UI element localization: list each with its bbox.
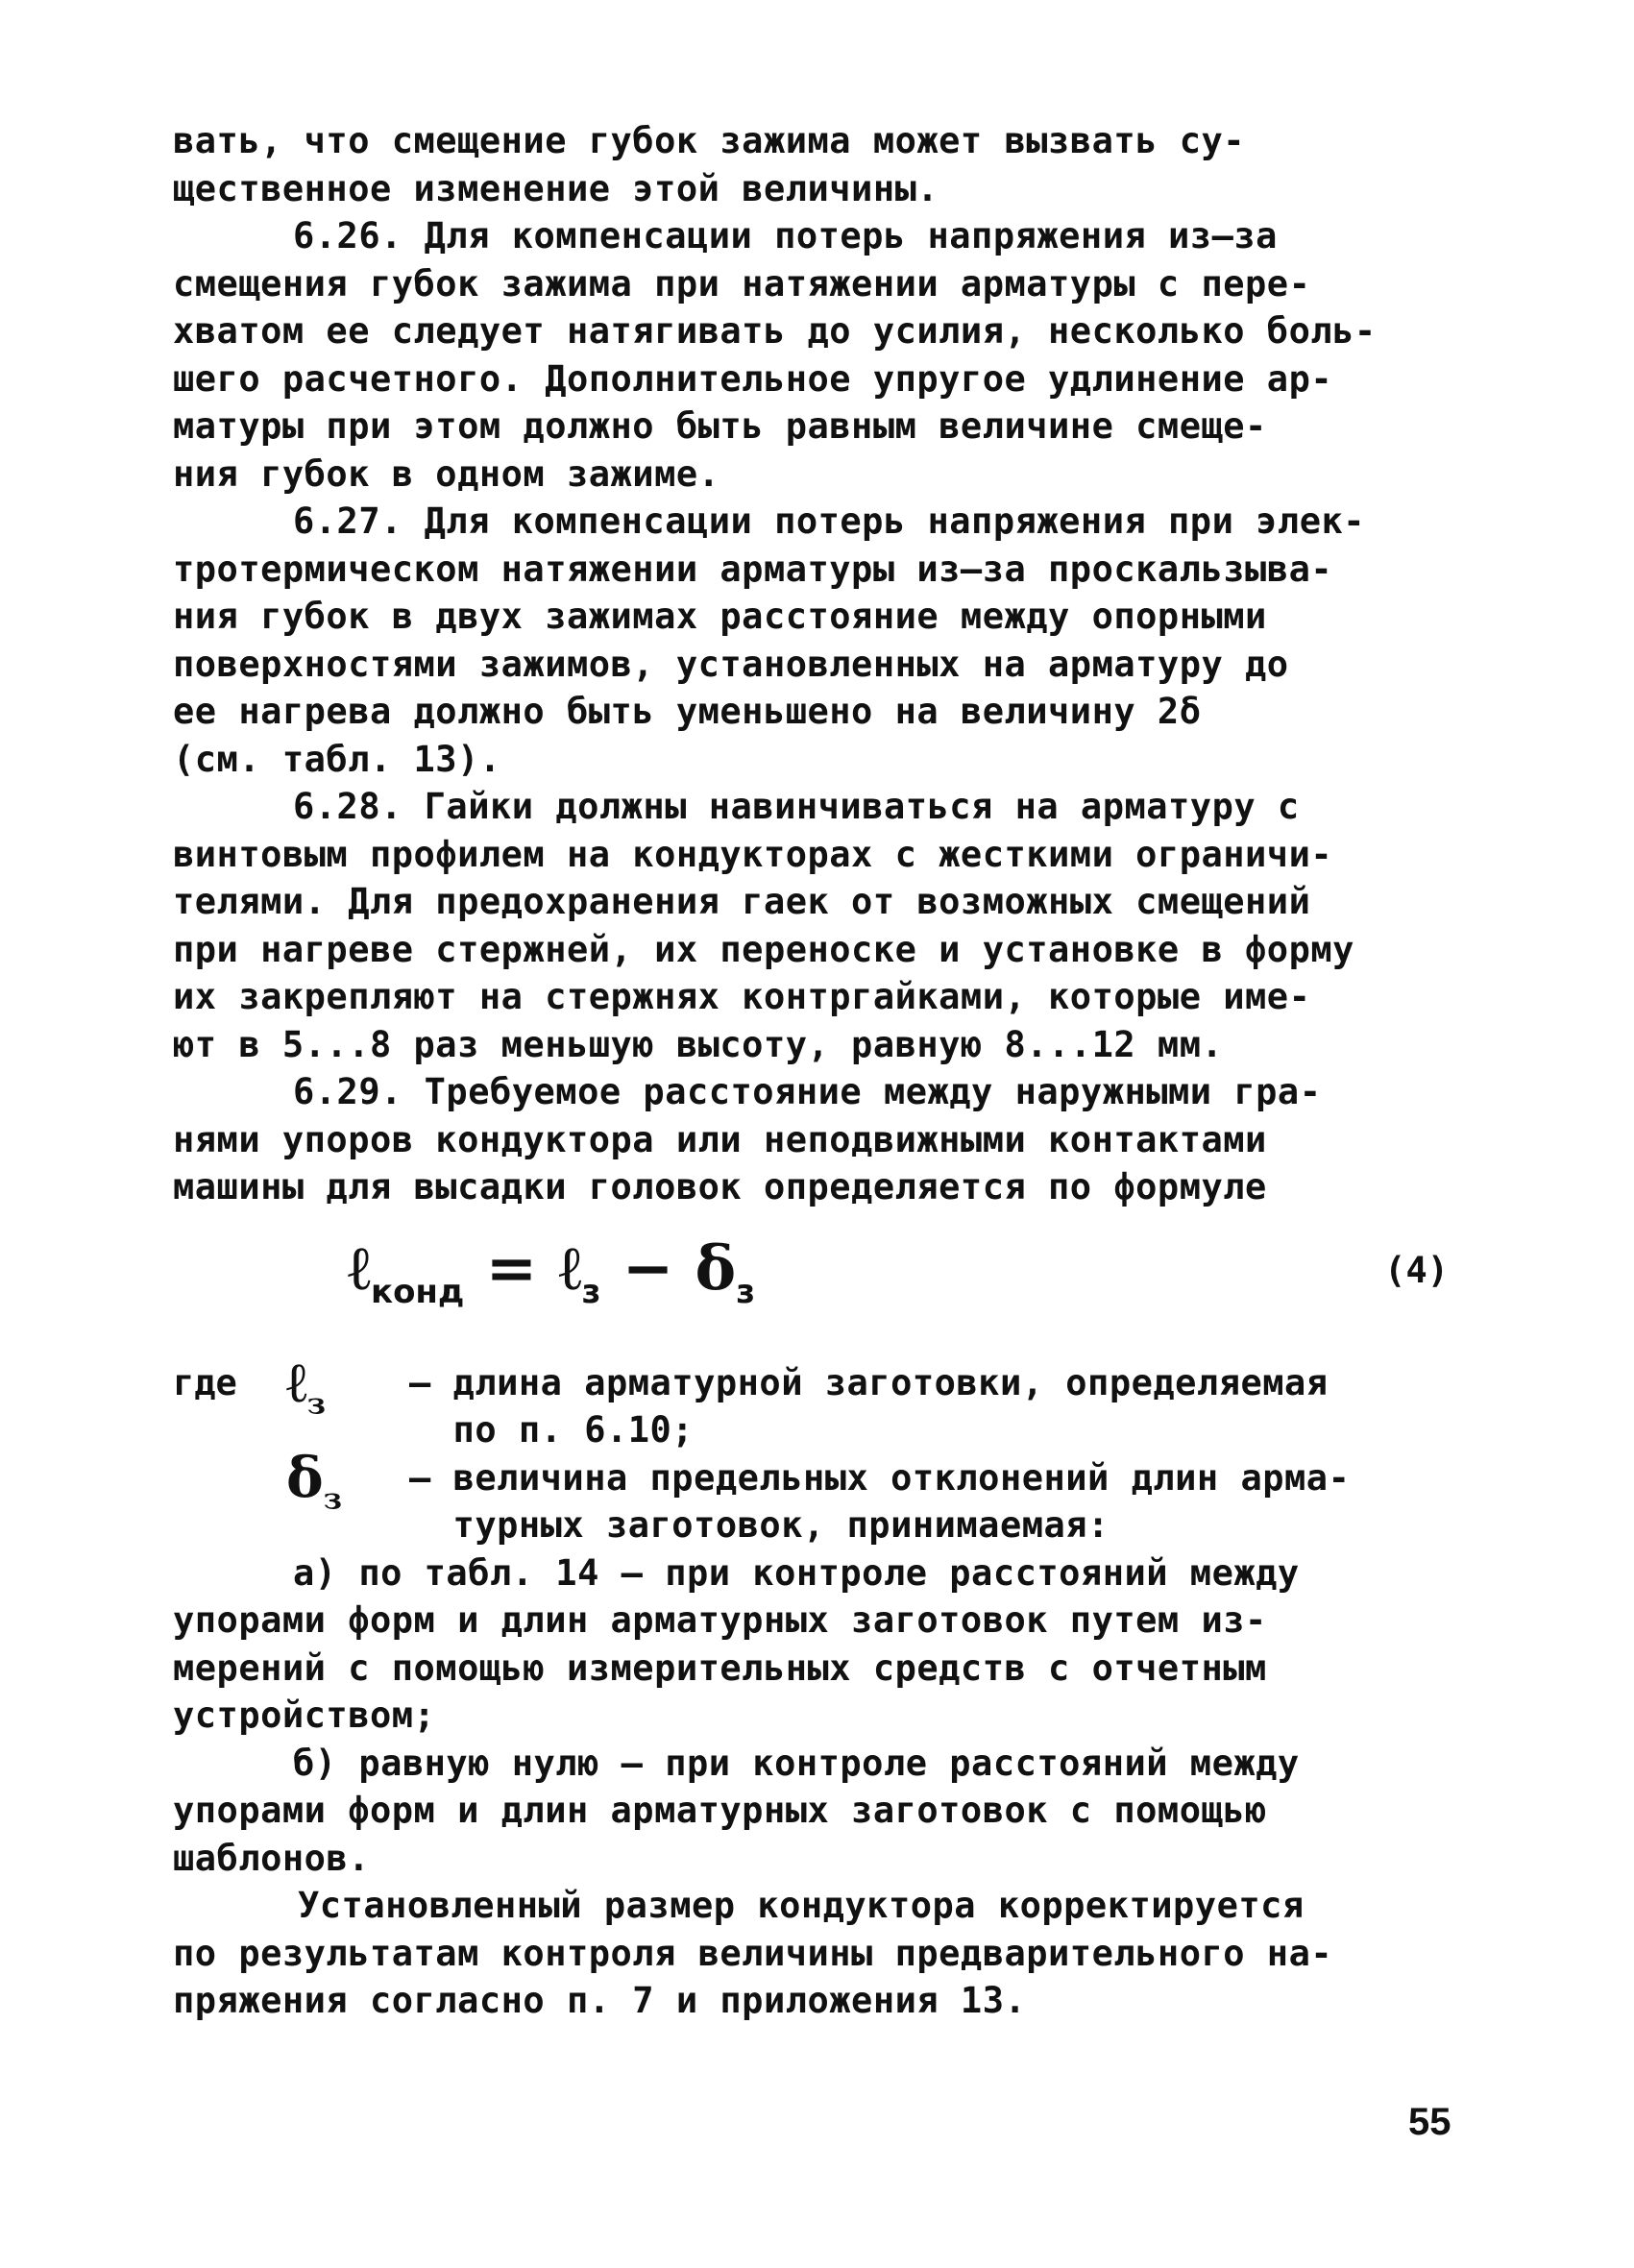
text-line: смещения губок зажима при натяжении арматуры с пере- [173,262,1311,305]
where-label: где [173,1361,237,1403]
text-line: матуры при этом должно быть равным величине смеще- [173,405,1267,447]
symbol-char: δ [286,1444,324,1510]
paragraph-6-27 [173,498,1451,783]
text-line: 6.26. Для компенсации потерь напряжения из–за [293,215,1278,256]
text-line: 6.27. Для компенсации потерь напряжения при элек- [293,500,1366,542]
formula-expression [348,1232,755,1311]
definition-symbol [286,1350,326,1422]
formula-term-deviation-subscript: з [736,1272,755,1311]
text-line: шаблонов. [173,1837,370,1879]
text-line: ния губок в одном зажиме. [173,452,720,495]
text-line: – длина арматурной заготовки, определяемая [409,1361,1329,1403]
text-line: 6.29. Требуемое расстояние между наружными гра- [293,1071,1322,1112]
text-line: по п. 6.10; [409,1409,695,1451]
text-line: вать, что смещение губок зажима может вызвать су- [173,120,1246,161]
definition-symbol [286,1445,342,1517]
paragraph-6-26 [173,212,1451,498]
text-line: турных заготовок, принимаемая: [409,1504,1110,1546]
definition-text [409,1454,1451,1549]
text-line: б) равную нулю – при контроле расстояний между [293,1742,1300,1784]
item-b [173,1740,1451,1883]
paragraph-6-28 [173,783,1451,1068]
paragraph-final [173,1882,1451,2025]
text-line: тротермическом натяжении арматуры из–за проскальзыва- [173,548,1333,590]
text-line: а) по табл. 14 – при контроле расстояний между [293,1551,1300,1594]
text-line: щественное изменение этой величины. [173,167,939,209]
formula-lhs: ℓ [348,1232,371,1305]
text-line: пряжения согласно п. 7 и приложения 13. [173,1980,1027,2021]
text-line: ют в 5...8 раз меньшую высоту, равную 8...12 мм. [173,1023,1224,1065]
text-line: машины для высадки головок определяется по формуле [173,1166,1267,1207]
paragraph-continuation [173,117,1451,212]
definition-length [173,1349,1451,1454]
item-a [173,1549,1451,1740]
definition-text [409,1359,1451,1454]
text-line: (см. табл. 13). [173,738,501,780]
text-line: устройством; [173,1695,436,1736]
definition-deviation [173,1444,1451,1549]
text-line: Установленный размер кондуктора корректируется [298,1885,1305,1926]
definitions [173,1349,1451,1549]
formula-equals: = [464,1232,559,1305]
text-line: телями. Для предохранения гаек от возможных смещений [173,881,1311,922]
text-line: упорами форм и длин арматурных заготовок путем из- [173,1599,1267,1641]
text-line: упорами форм и длин арматурных заготовок с помощью [173,1790,1267,1831]
formula-term-deviation: δ [695,1232,737,1305]
symbol-subscript: з [306,1387,326,1422]
symbol-subscript: з [323,1482,342,1517]
text-line: при нагреве стержней, их переноске и установке в форму [173,928,1354,970]
text-line: ния губок в двух зажимах расстояние между опорными [173,596,1267,637]
paragraph-6-29 [173,1068,1451,1211]
formula-minus: − [600,1232,695,1305]
page-number: 55 [1408,2101,1451,2143]
text-line: хватом ее следует натягивать до усилия, несколько боль- [173,310,1377,352]
formula-term-length: ℓ [558,1232,582,1305]
symbol-char: ℓ [286,1349,307,1415]
text-line: по результатам контроля величины предварительного на- [173,1932,1333,1974]
formula-4 [173,1215,1451,1359]
text-line: их закрепляют на стержнях контргайками, которые име- [173,976,1311,1017]
text-line: винтовым профилем на кондукторах с жесткими ограничи- [173,833,1333,875]
formula-lhs-subscript: конд [371,1272,465,1311]
text-line: мерений с помощью измерительных средств с отчетным [173,1646,1267,1689]
text-line: 6.28. Гайки должны навинчиваться на арматуру с [293,786,1300,827]
page-body [173,117,1451,2025]
formula-term-length-subscript: з [581,1272,601,1311]
text-line: – величина предельных отклонений длин арма- [409,1456,1351,1499]
formula-number: (4) [1384,1249,1449,1291]
text-line: нями упоров кондуктора или неподвижными контактами [173,1118,1267,1160]
text-line: поверхностями зажимов, установленных на арматуру до [173,643,1289,685]
text-line: шего расчетного. Дополнительное упругое удлинение ар- [173,357,1333,400]
text-line: ее нагрева должно быть уменьшено на величину 2δ [173,691,1202,732]
